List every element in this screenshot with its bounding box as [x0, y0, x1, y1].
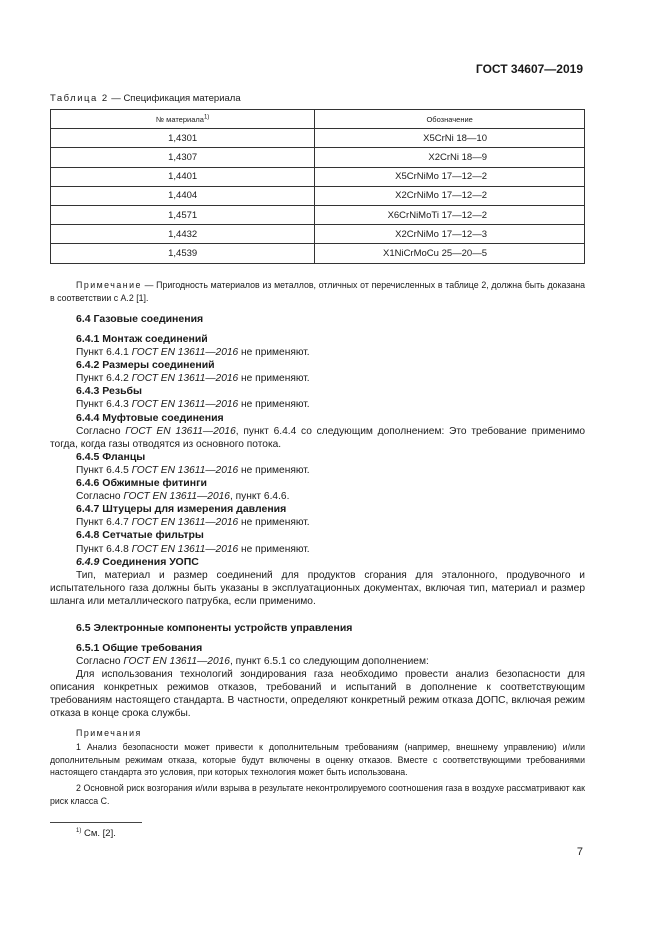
- section-6-4-6-text: [50, 490, 585, 503]
- material-number: 1,4404: [51, 186, 315, 205]
- text-part: Пункт 6.4.2: [76, 373, 132, 385]
- text-part: Пункт 6.4.1: [76, 347, 132, 359]
- note-text: — Пригодность материалов из металлов, отличных от перечисленных в таблице 2, должна быть доказана в соответствии с А.2 [1].: [50, 280, 585, 303]
- section-title-text: Соединения УОПС: [99, 555, 199, 568]
- material-number: 1,4571: [51, 205, 315, 224]
- section-number: 6.4.9: [76, 555, 100, 568]
- table-row: [51, 244, 585, 263]
- text-part: Согласно: [76, 656, 124, 668]
- table-row: [51, 205, 585, 224]
- page-number: 7: [576, 846, 583, 858]
- col-header-material-number: [51, 110, 315, 129]
- table-caption-prefix: Таблица 2: [50, 93, 109, 104]
- section-6-4-3-text: [50, 398, 585, 411]
- table-note: [50, 279, 585, 304]
- notes-label: Примечания: [76, 728, 142, 738]
- material-number: 1,4432: [51, 225, 315, 244]
- material-spec-table: [50, 109, 585, 264]
- text-part: Пункт 6.4.8: [76, 543, 132, 555]
- footnote-ref: 1): [203, 114, 210, 121]
- standard-reference: ГОСТ EN 13611—2016: [123, 491, 230, 503]
- section-6-4-5-text: [50, 464, 585, 477]
- footnote: [76, 828, 116, 839]
- text-part: не применяют.: [238, 373, 310, 385]
- section-6-5-1-text: [50, 655, 585, 668]
- table-row: [51, 129, 585, 148]
- standard-reference: ГОСТ EN 13611—2016: [131, 373, 239, 385]
- table-row: [51, 186, 585, 205]
- table-header-row: [51, 110, 585, 129]
- table-row: [51, 225, 585, 244]
- text-part: Пункт 6.4.7: [76, 517, 132, 529]
- standard-reference: ГОСТ EN 13611—2016: [131, 464, 239, 476]
- material-designation: X2CrNiMo 17—12—2: [315, 186, 585, 205]
- col1-header-text: № материала: [156, 114, 204, 124]
- material-designation: X5CrNiMo 17—12—2: [315, 167, 585, 186]
- section-6-5-1-title: 6.5.1 Общие требования: [76, 642, 203, 654]
- section-6-4-8-title: 6.4.8 Сетчатые фильтры: [76, 529, 204, 542]
- material-designation: X5CrNi 18—10: [315, 129, 585, 148]
- footnote-mark: 1): [76, 827, 82, 834]
- text-part: не применяют.: [238, 347, 310, 359]
- text-part: Пункт 6.4.3: [76, 399, 132, 411]
- material-designation: X1NiCrMoCu 25—20—5: [315, 244, 585, 263]
- section-6-4-1-title: 6.4.1 Монтаж соединений: [76, 333, 208, 345]
- col-header-designation: Обозначение: [315, 110, 585, 129]
- standard-reference: ГОСТ EN 13611—2016: [125, 425, 236, 437]
- section-6-4-9-title: [50, 556, 585, 569]
- document-id: ГОСТ 34607—2019: [475, 62, 583, 76]
- table-row: [51, 167, 585, 186]
- section-6-4-5-title: 6.4.5 Фланцы: [76, 450, 146, 463]
- section-6-4-1-text: [50, 346, 585, 359]
- text-part: не применяют.: [238, 464, 310, 476]
- section-6-5-title: 6.5 Электронные компоненты устройств управления: [76, 622, 353, 634]
- material-designation: X6CrNiMoTi 17—12—2: [315, 205, 585, 224]
- section-6-4-7-title: 6.4.7 Штуцеры для измерения давления: [76, 503, 287, 516]
- section-6-4-7-text: [50, 516, 585, 529]
- material-number: 1,4401: [51, 167, 315, 186]
- text-part: не применяют.: [238, 399, 310, 411]
- footnote-text: См. [2].: [81, 828, 116, 839]
- section-6-4-3-title: 6.4.3 Резьбы: [76, 385, 142, 398]
- text-part: , пункт 6.5.1 со следующим дополнением:: [229, 656, 429, 668]
- section-6-4-4-text: [50, 425, 585, 451]
- section-6-4-2-title: 6.4.2 Размеры соединений: [76, 359, 215, 372]
- standard-reference: ГОСТ EN 13611—2016: [123, 656, 230, 668]
- material-number: 1,4307: [51, 148, 315, 167]
- material-designation: X2CrNi 18—9: [315, 148, 585, 167]
- material-designation: X2CrNiMo 17—12—3: [315, 225, 585, 244]
- text-part: , пункт 6.4.4 со следующим дополнением: Это требование применимо тогда, когда газы отводятся из основного потока.: [50, 425, 585, 450]
- note-label: Примечание: [76, 280, 142, 290]
- section-6-5-1-body: [50, 642, 585, 721]
- standard-reference: ГОСТ EN 13611—2016: [131, 543, 239, 555]
- text-part: Согласно: [76, 491, 124, 503]
- section-6-4-6-title: 6.4.6 Обжимные фитинги: [76, 477, 207, 490]
- text-part: , пункт 6.4.6.: [229, 491, 290, 503]
- table-row: [51, 148, 585, 167]
- text-part: не применяют.: [238, 543, 310, 555]
- note-1: 1 Анализ безопасности может привести к дополнительным требованиям (например, внешнему управлению) и/или дополнительным режимам отказа, которые будут включены в оценку отказов. Вместе с соответствующими требованиями настоящего стандарта это условия, при которых технология может быть использована.: [50, 742, 585, 778]
- material-number: 1,4539: [51, 244, 315, 263]
- section-6-4-body: [50, 333, 585, 608]
- footnote-separator: [50, 822, 142, 823]
- section-6-5-1-paragraph: Для использования технологий зондирования газа необходимо провести анализ безопасности для описания конкретных режимов отказов, требований и испытаний в дополнение к соответствующим требованиям настоящего стандарта. В частности, определяют конкретный режим отказа ДОПС, включая режим отказа в конце срока службы.: [50, 669, 585, 720]
- standard-reference: ГОСТ EN 13611—2016: [131, 517, 239, 529]
- text-part: не применяют.: [238, 517, 310, 529]
- notes-block: [50, 727, 611, 740]
- text-part: Согласно: [76, 425, 126, 437]
- section-6-4-8-text: [50, 543, 585, 556]
- section-6-4-4-title: 6.4.4 Муфтовые соединения: [76, 411, 224, 424]
- text-part: Пункт 6.4.5: [76, 464, 132, 476]
- section-6-4-title: 6.4 Газовые соединения: [76, 313, 204, 325]
- table-caption-rest: — Спецификация материала: [108, 93, 241, 104]
- note-2: 2 Основной риск возгорания и/или взрыва в результате неконтролируемого соотношения газа в воздухе рассматривают как риск класса С.: [50, 783, 585, 806]
- section-6-4-9-text: Тип, материал и размер соединений для продуктов сгорания для эталонного, продувочного и испытательного газа должны быть указаны в эксплуатационных документах, включая тип, материал и размер шланга или металлического патрубка, если применимо.: [50, 569, 585, 607]
- table-caption: [50, 93, 241, 104]
- standard-reference: ГОСТ EN 13611—2016: [131, 399, 239, 411]
- material-number: 1,4301: [51, 129, 315, 148]
- standard-reference: ГОСТ EN 13611—2016: [131, 347, 239, 359]
- section-6-4-2-text: [50, 372, 585, 385]
